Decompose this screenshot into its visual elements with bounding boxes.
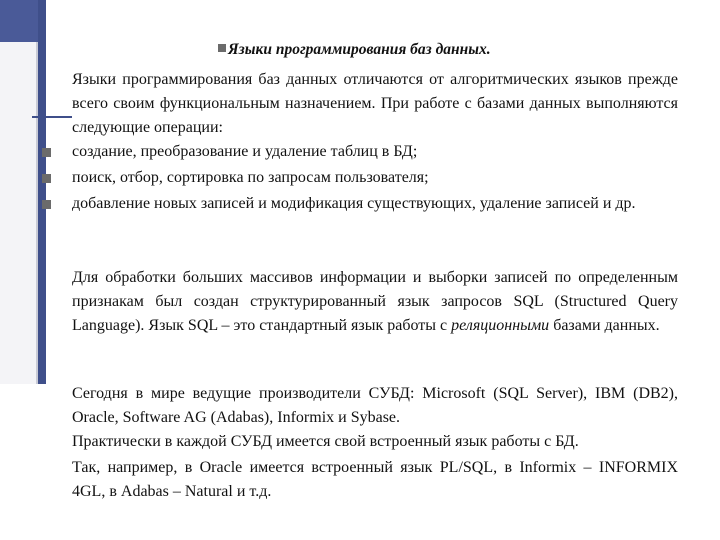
sql-paragraph-ending: базами данных. — [549, 317, 660, 334]
intro-paragraph: Языки программирования баз данных отличаются от алгоритмических языков прежде всего своим функциональным назначением. При работе с базами данных выполняются следующие операции: — [72, 71, 678, 136]
sql-paragraph-text: Для обработки больших массивов информации и выборки записей по определенным признакам был создан структурированный язык запросов SQL (Structured Query Language). Язык SQL – это стандартный язык работы с — [72, 269, 678, 334]
slide-title — [218, 40, 491, 60]
vendors-paragraph: Сегодня в мире ведущие производители СУБД: Microsoft (SQL Server), IBM (DB2), Oracle, Software AG (Adabas), Informix и Sybase. — [72, 385, 678, 426]
builtin-paragraph: Практически в каждой СУБД имеется свой встроенный язык работы с БД. — [72, 433, 579, 450]
list-item — [42, 140, 678, 164]
list-item — [42, 192, 678, 216]
slide-title-text: Языки программирования баз данных. — [228, 41, 491, 58]
square-bullet-icon — [42, 174, 51, 183]
list-item-text: создание, преобразование и удаление таблиц в БД; — [72, 143, 418, 160]
list-item-text: добавление новых записей и модификация существующих, удаление записей и др. — [72, 195, 636, 212]
examples-paragraph: Так, например, в Oracle имеется встроенный язык PL/SQL, в Informix – INFORMIX 4GL, в Adabas – Natural и т.д. — [72, 459, 678, 500]
sql-paragraph-emphasis: реляционными — [451, 317, 550, 334]
square-bullet-icon — [42, 200, 51, 209]
list-item — [42, 166, 678, 190]
square-bullet-icon — [42, 148, 51, 157]
title-bullet-icon — [218, 44, 226, 52]
list-item-text: поиск, отбор, сортировка по запросам пользователя; — [72, 169, 429, 186]
sql-paragraph — [72, 266, 678, 338]
